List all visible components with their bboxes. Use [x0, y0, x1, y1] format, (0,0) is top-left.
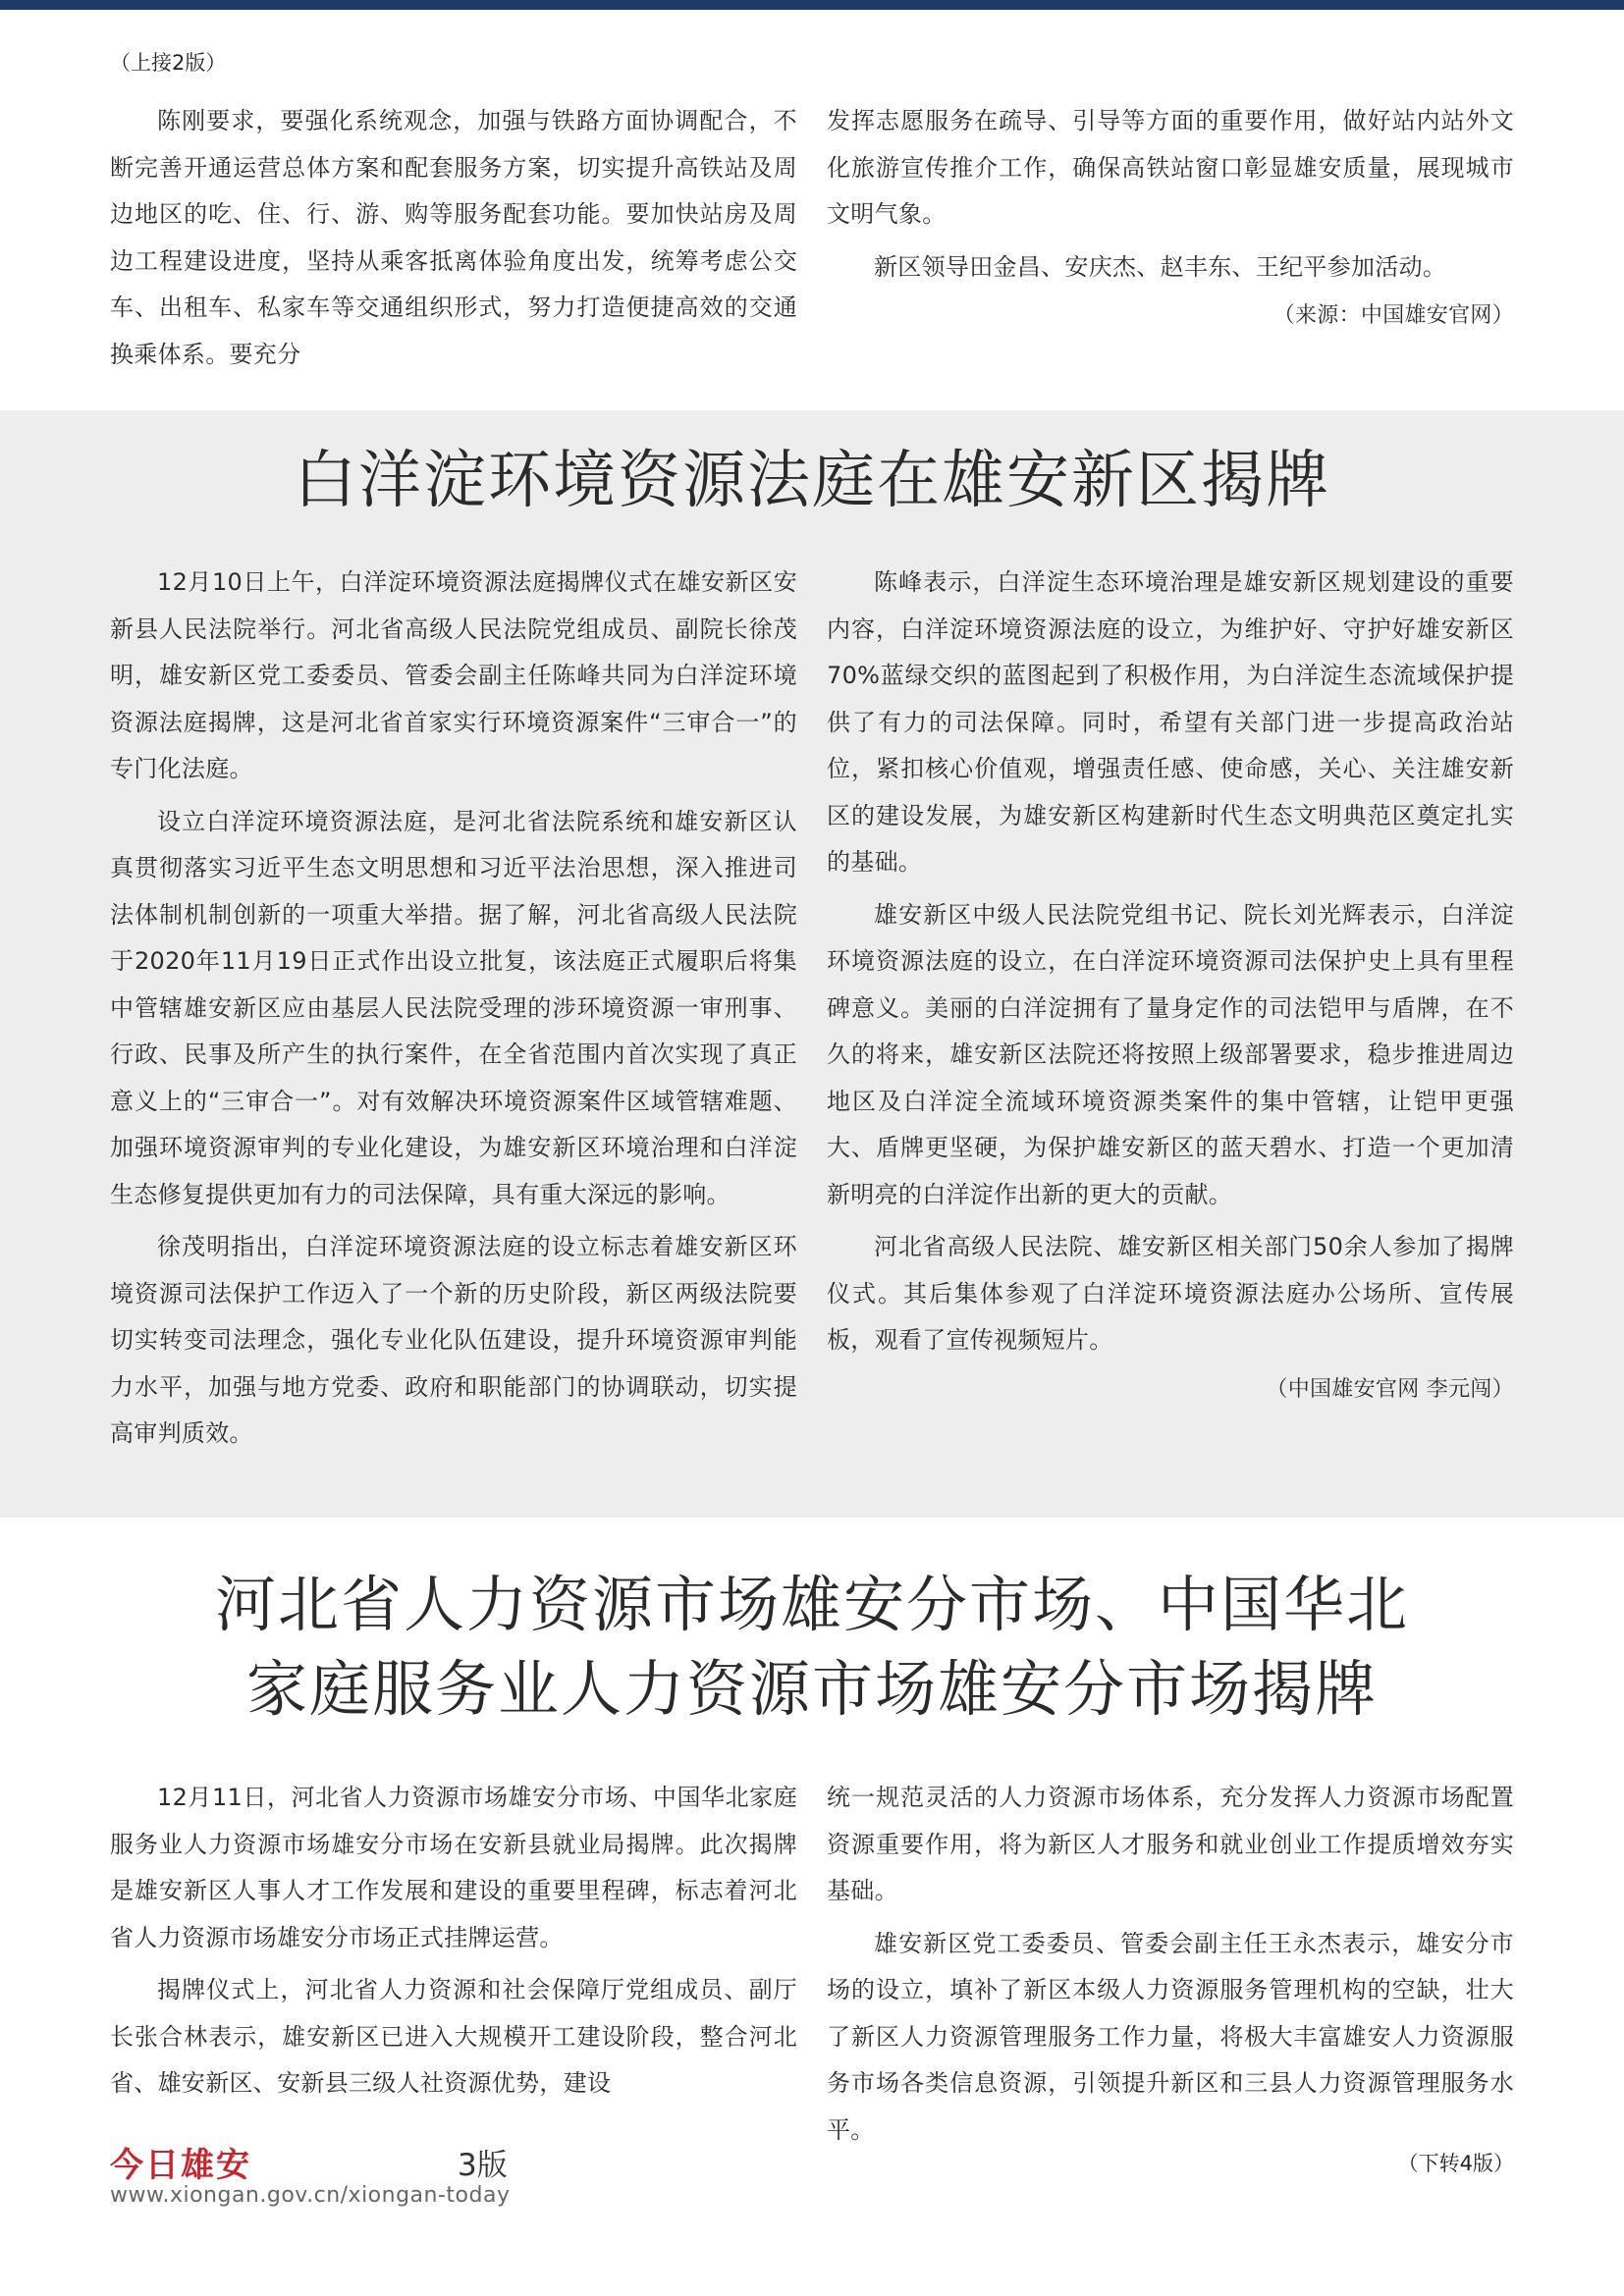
- newspaper-logo: 今日雄安: [110, 2146, 251, 2185]
- article3-paragraph: 12月11日，河北省人力资源市场雄安分市场、中国华北家庭服务业人力资源市场雄安分市场在安新县就业局揭牌。此次揭牌是雄安新区人事人才工作发展和建设的重要里程碑，标志着河北省人力资源市场雄安分市场正式挂牌运营。: [110, 1784, 797, 1951]
- article3-paragraph: 雄安新区党工委委员、管委会副主任王永杰表示，雄安分市场的设立，填补了新区本级人力资源服务管理机构的空缺，壮大了新区人力资源管理服务工作力量，将极大丰富雄安人力资源服务市场各类信息资源，引领提升新区和三县人力资源管理服务水平。: [827, 1929, 1514, 2144]
- continued-from-note: （上接2版）: [110, 51, 227, 75]
- article1-right-column: [827, 98, 1514, 342]
- article1-paragraph: 陈刚要求，要强化系统观念，加强与铁路方面协调配合，不断完善开通运营总体方案和配套服务方案，切实提升高铁站及周边地区的吃、住、行、游、购等服务配套功能。要加快站房及周边工程建设进度，坚持从乘客抵离体验角度出发，统筹考虑公交车、出租车、私家车等交通组织形式，努力打造便捷高效的交通换乘体系。要充分: [110, 107, 797, 368]
- article1-paragraph: 新区领导田金昌、安庆杰、赵丰东、王纪平参加活动。: [874, 252, 1447, 281]
- article3-headline-line2: 家庭服务业人力资源市场雄安分市场揭牌: [245, 1653, 1378, 1725]
- article2-right-column: [827, 560, 1514, 1415]
- article3-paragraph-continued: 统一规范灵活的人力资源市场体系，充分发挥人力资源市场配置资源重要作用，将为新区人才服务和就业创业工作提质增效夯实基础。: [827, 1784, 1514, 1904]
- top-banner-bar: [0, 0, 1624, 10]
- article2-paragraph: 雄安新区中级人民法院党组书记、院长刘光辉表示，白洋淀环境资源法庭的设立，在白洋淀环境资源司法保护史上具有里程碑意义。美丽的白洋淀拥有了量身定作的司法铠甲与盾牌，在不久的将来，雄安新区法院还将按照上级部署要求，稳步推进周边地区及白洋淀全流域环境资源类案件的集中管辖，让铠甲更强大、盾牌更坚硬，为保护雄安新区的蓝天碧水、打造一个更加清新明亮的白洋淀作出新的更大的贡献。: [827, 900, 1514, 1208]
- article3-headline: [0, 1563, 1624, 1732]
- article2-left-column: [110, 560, 797, 1464]
- article3-paragraph: 揭牌仪式上，河北省人力资源和社会保障厅党组成员、副厅长张合林表示，雄安新区已进入大规模开工建设阶段，整合河北省、雄安新区、安新县三级人社资源优势，建设: [110, 1976, 797, 2097]
- footer-url: www.xiongan.gov.cn/xiongan-today: [110, 2183, 511, 2208]
- article2-headline: 白洋淀环境资源法庭在雄安新区揭牌: [294, 445, 1330, 517]
- article2-paragraph: 陈峰表示，白洋淀生态环境治理是雄安新区规划建设的重要内容，白洋淀环境资源法庭的设立，为维护好、守护好雄安新区70%蓝绿交织的蓝图起到了积极作用，为白洋淀生态流域保护提供了有力的司法保障。同时，希望有关部门进一步提高政治站位，紧扣核心价值观，增强责任感、使命感，关心、关注雄安新区的建设发展，为雄安新区构建新时代生态文明典范区奠定扎实的基础。: [827, 568, 1514, 876]
- article3-left-column: [110, 1775, 797, 2113]
- page-number: 3版: [458, 2148, 508, 2183]
- article2-paragraph: 河北省高级人民法院、雄安新区相关部门50余人参加了揭牌仪式。其后集体参观了白洋淀环境资源法庭办公场所、宣传展板，观看了宣传视频短片。: [827, 1233, 1514, 1354]
- article2-paragraph: 徐茂明指出，白洋淀环境资源法庭的设立标志着雄安新区环境资源司法保护工作迈入了一个新的历史阶段，新区两级法院要切实转变司法理念，强化专业化队伍建设，提升环境资源审判能力水平，加强与地方党委、政府和职能部门的协调联动，切实提高审判质效。: [110, 1233, 797, 1447]
- article2-paragraph: 12月10日上午，白洋淀环境资源法庭揭牌仪式在雄安新区安新县人民法院举行。河北省高级人民法院党组成员、副院长徐茂明，雄安新区党工委委员、管委会副主任陈峰共同为白洋淀环境资源法庭揭牌，这是河北省首家实行环境资源案件“三审合一”的专门化法庭。: [110, 568, 797, 782]
- article1-left-column: [110, 98, 797, 384]
- article2-source: （中国雄安官网 李元闯）: [1266, 1376, 1514, 1402]
- article2-paragraph: 设立白洋淀环境资源法庭，是河北省法院系统和雄安新区认真贯彻落实习近平生态文明思想和习近平法治思想，深入推进司法体制机制创新的一项重大举措。据了解，河北省高级人民法院于2020年11月19日正式作出设立批复，该法庭正式履职后将集中管辖雄安新区应由基层人民法院受理的涉环境资源一审刑事、行政、民事及所产生的执行案件，在全省范围内首次实现了真正意义上的“三审合一”。对有效解决环境资源案件区域管辖难题、加强环境资源审判的专业化建设，为雄安新区环境治理和白洋淀生态修复提供更加有力的司法保障，具有重大深远的影响。: [110, 807, 797, 1208]
- article3-headline-line1: 河北省人力资源市场雄安分市场、中国华北: [214, 1569, 1409, 1640]
- article1-source: （来源：中国雄安官网）: [1272, 303, 1514, 328]
- article1-paragraph-continued: 发挥志愿服务在疏导、引导等方面的重要作用，做好站内站外文化旅游宣传推介工作，确保高铁站窗口彰显雄安质量，展现城市文明气象。: [827, 107, 1514, 228]
- continued-to-note: （下转4版）: [1397, 2152, 1514, 2175]
- article3-right-column: [827, 1775, 1514, 2160]
